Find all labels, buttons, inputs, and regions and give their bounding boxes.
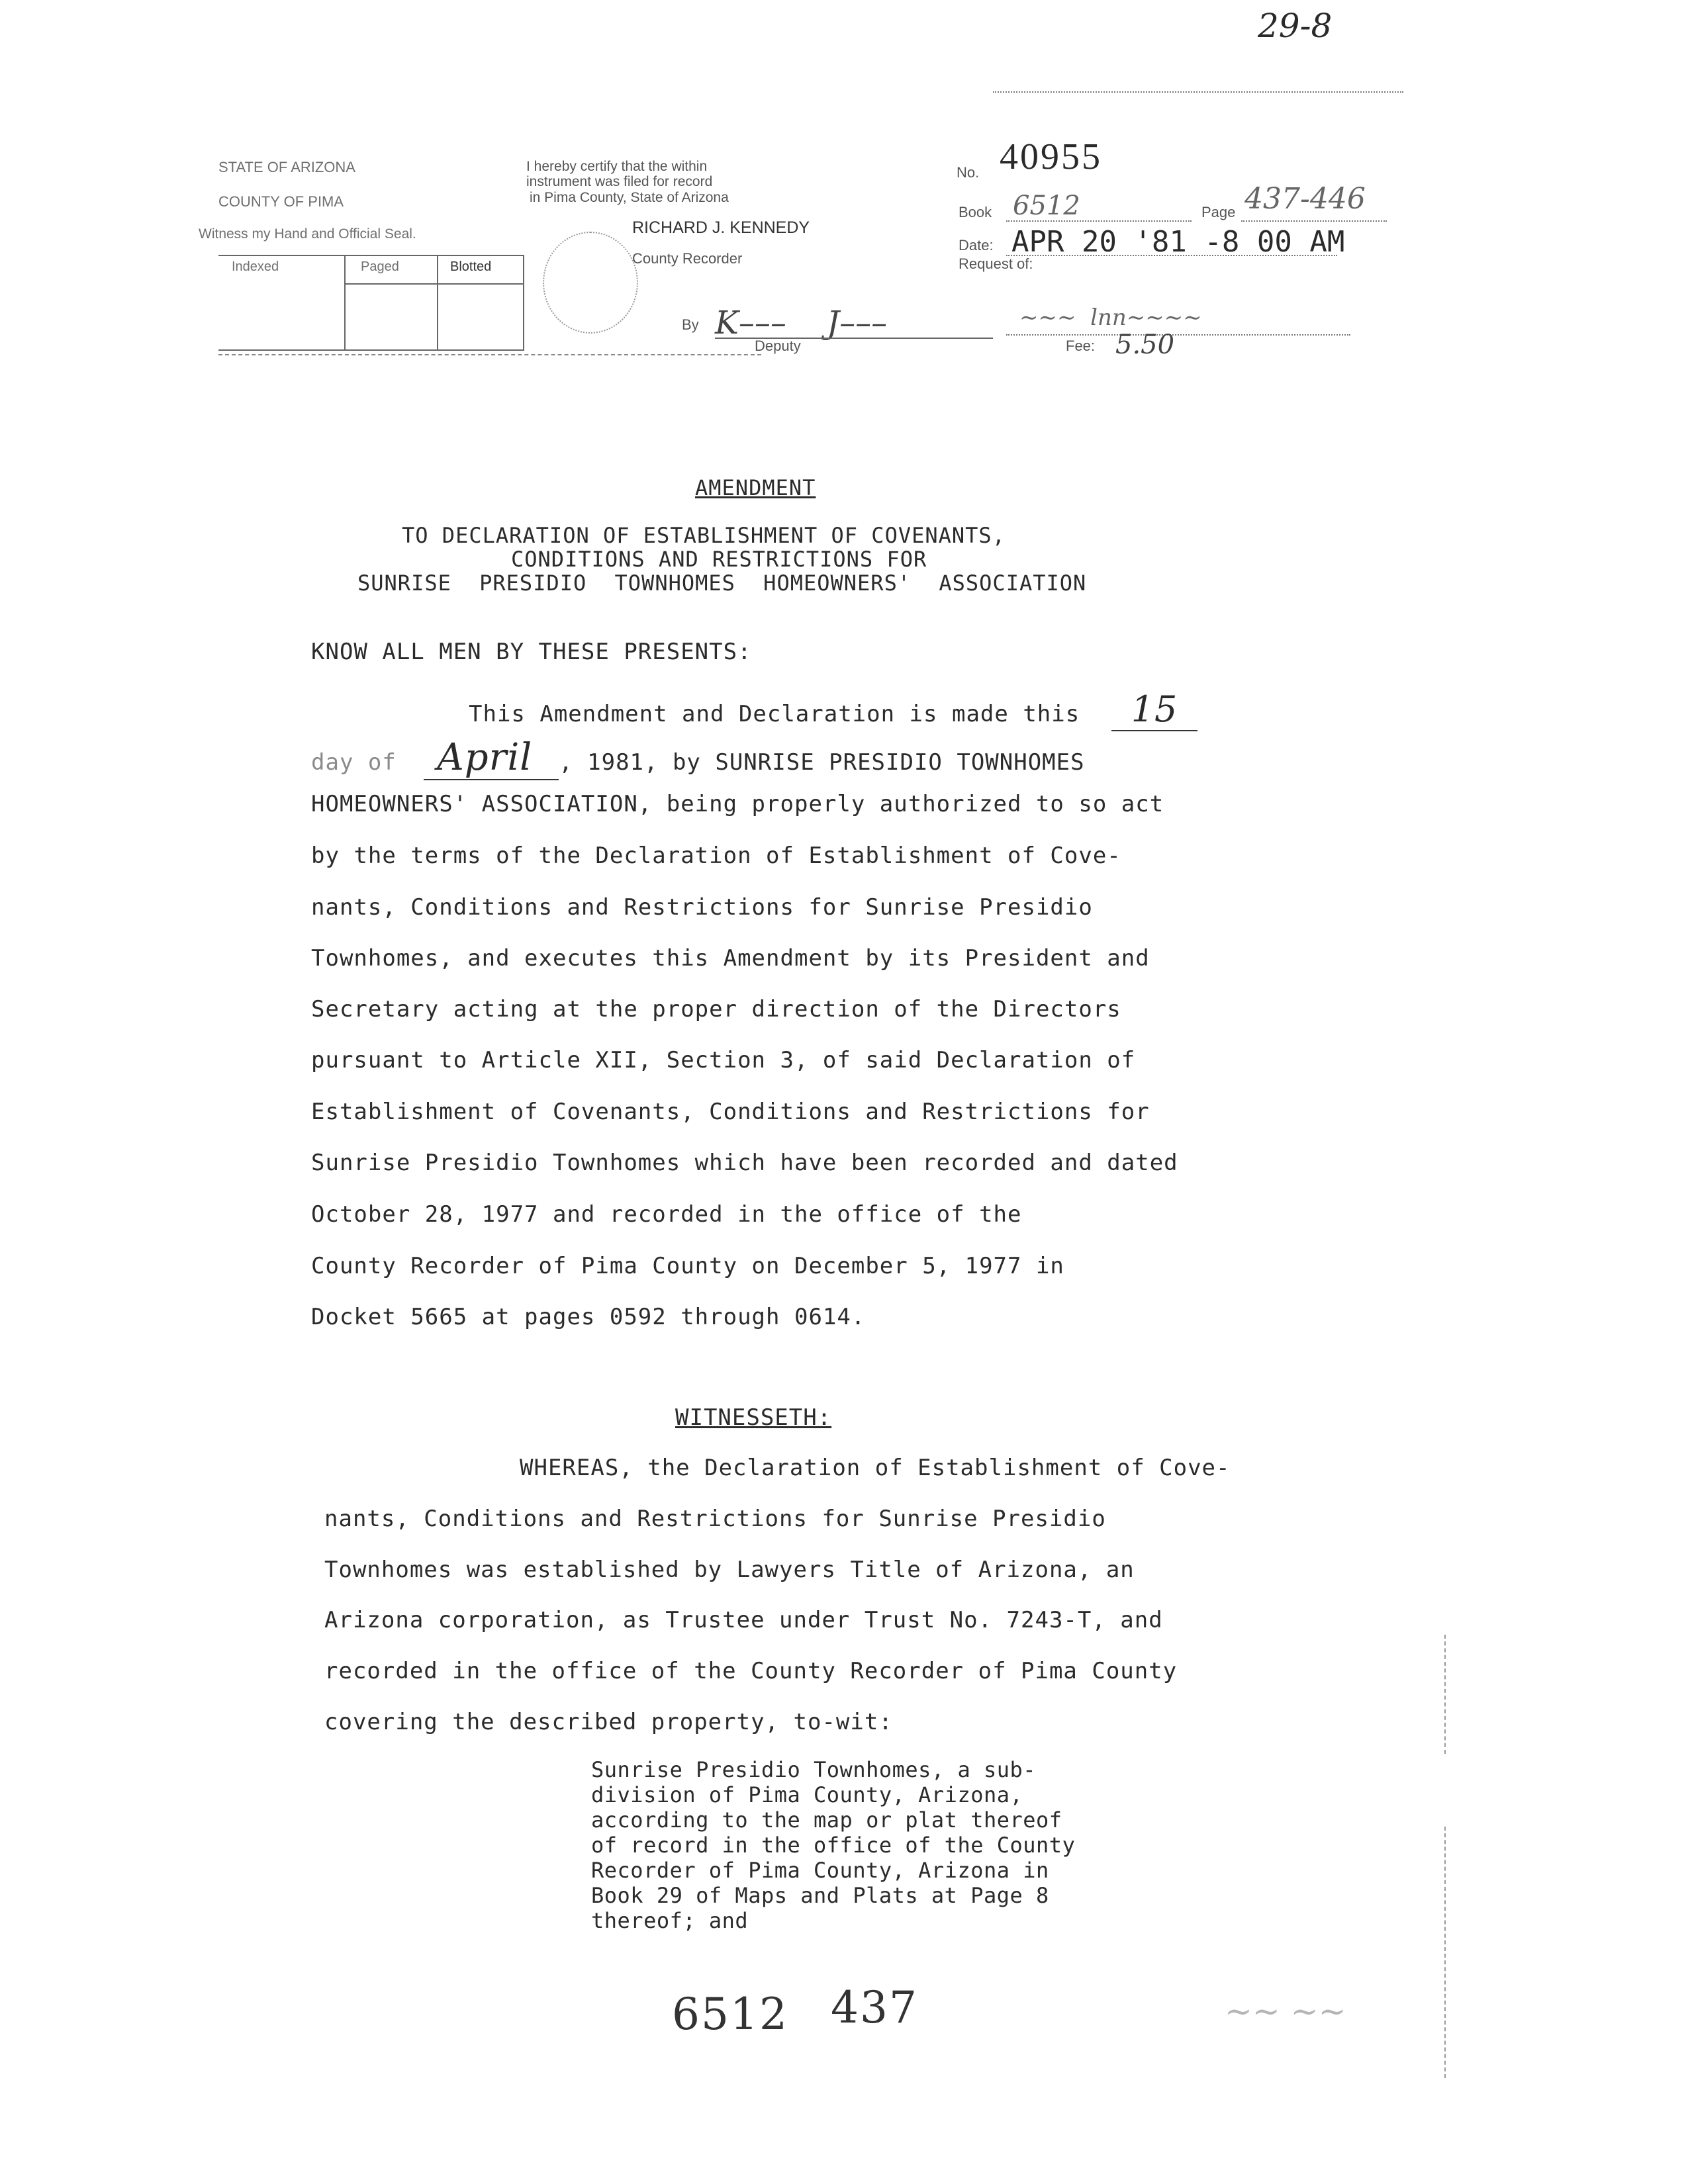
intro-body-line: Townhomes, and executes this Amendment by its President and [311, 945, 1150, 972]
whereas-line: covering the described property, to-wit: [324, 1709, 893, 1735]
recorder-name: RICHARD J. KENNEDY [632, 218, 810, 237]
request-scrawl: ​∼∼∼ lnn∼∼∼∼ [1019, 304, 1202, 331]
legal-description-line: Sunrise Presidio Townhomes, a sub- [591, 1757, 1037, 1782]
witnesseth-heading: WITNESSETH: [675, 1404, 832, 1431]
deputy-label: Deputy [755, 338, 801, 354]
stamp-footer-rule [218, 354, 761, 355]
stamp-box-mid [437, 255, 438, 351]
stamp-box-top [344, 283, 523, 285]
deputy-signature: K––– J––– [715, 304, 888, 341]
stamp-box-right [523, 255, 524, 351]
legal-description-line: Recorder of Pima County, Arizona in [591, 1858, 1049, 1883]
intro-body-line: nants, Conditions and Restrictions for Sunrise Presidio [311, 894, 1093, 921]
whereas-line: recorded in the office of the County Recorder of Pima County [324, 1658, 1178, 1684]
scan-edge-mark [1444, 1827, 1446, 2078]
legal-description-line: Book 29 of Maps and Plats at Page 8 [591, 1883, 1049, 1908]
document-number: 40955 [1000, 136, 1102, 177]
intro-day: 15 [1111, 688, 1198, 731]
stamp-indexed: Indexed [232, 259, 279, 274]
corner-mark: 29-8 [1258, 7, 1333, 45]
fee-label: Fee: [1066, 338, 1096, 354]
stamp-bottom-rule [218, 349, 523, 351]
page-label: Page [1201, 204, 1236, 220]
certify-line-3: in Pima County, State of Arizona [530, 190, 729, 205]
intro-body-line: Secretary acting at the proper direction of the Directors [311, 996, 1121, 1023]
whereas-line: nants, Conditions and Restrictions for Sunrise Presidio [324, 1506, 1106, 1532]
certify-line-1: I hereby certify that the within [526, 159, 708, 174]
page-rule [1241, 220, 1387, 222]
certify-line-2: instrument was filed for record [526, 174, 713, 189]
intro-body-line: Sunrise Presidio Townhomes which have been recorded and dated [311, 1150, 1178, 1176]
fee-value: 5.50 [1115, 330, 1175, 360]
intro-text: This Amendment and Declaration is made this [469, 701, 1080, 727]
stamp-county-label: COUNTY OF PIMA [218, 193, 344, 210]
legal-description-line: according to the map or plat thereof [591, 1807, 1062, 1833]
document-heading: AMENDMENT [695, 475, 816, 500]
whereas-line: WHEREAS, the Declaration of Establishment of Cove- [520, 1455, 1231, 1481]
intro-body-line: HOMEOWNERS' ASSOCIATION, being properly authorized to so act [311, 791, 1164, 817]
footer-book-number: 6512 [672, 1989, 788, 2040]
intro-body-line: pursuant to Article XII, Section 3, of said Declaration of [311, 1047, 1136, 1073]
county-seal [543, 232, 638, 334]
book-rule [1006, 220, 1192, 222]
intro-body-line: County Recorder of Pima County on December 5, 1977 in [311, 1253, 1064, 1279]
book-value: 6512 [1013, 191, 1080, 221]
legal-description-line: division of Pima County, Arizona, [591, 1782, 1023, 1807]
title-line-1: TO DECLARATION OF ESTABLISHMENT OF COVENANTS, [402, 523, 1006, 548]
request-rule [1006, 334, 1350, 336]
intro-body-line: Establishment of Covenants, Conditions and Restrictions for [311, 1099, 1150, 1125]
whereas-line: Townhomes was established by Lawyers Title of Arizona, an [324, 1557, 1135, 1583]
stamp-blotted: Blotted [450, 259, 492, 274]
request-label: Request of: [959, 255, 1033, 272]
intro-line-1 [469, 688, 1197, 730]
footer-page-number: 437 [831, 1982, 918, 2033]
whereas-line: Arizona corporation, as Trustee under Trust No. 7243-T, and [324, 1607, 1163, 1633]
intro-year-clause: , 1981, by SUNRISE PRESIDIO TOWNHOMES [559, 749, 1085, 776]
date-label: Date: [959, 237, 994, 253]
recorder-title: County Recorder [632, 250, 743, 267]
book-label: Book [959, 204, 992, 220]
know-all-men: KNOW ALL MEN BY THESE PRESENTS: [311, 639, 752, 665]
intro-body-line: October 28, 1977 and recorded in the office of the [311, 1201, 1022, 1228]
title-line-3: SUNRISE PRESIDIO TOWNHOMES HOMEOWNERS' ASSOCIATION [357, 570, 1087, 596]
intro-line-2 [311, 736, 1085, 779]
date-rule [1006, 255, 1337, 256]
intro-body-line: by the terms of the Declaration of Establishment of Cove- [311, 842, 1121, 869]
page-value: 437-446 [1244, 182, 1366, 216]
date-value: APR 20 '81 -8 00 AM [1011, 225, 1345, 259]
stamp-box-left [344, 255, 346, 351]
no-label: No. [957, 164, 980, 181]
intro-body-line: Docket 5665 at pages 0592 through 0614. [311, 1304, 866, 1330]
stamp-state-label: STATE OF ARIZONA [218, 159, 355, 175]
legal-description-line: thereof; and [591, 1908, 749, 1933]
margin-scribble: ∼∼ ∼∼ [1225, 1992, 1346, 2030]
stamp-divider [218, 255, 523, 256]
legal-description-line: of record in the office of the County [591, 1833, 1076, 1858]
title-line-2: CONDITIONS AND RESTRICTIONS FOR [511, 547, 927, 572]
intro-day-of: day of [311, 749, 397, 776]
stamp-witness-label: Witness my Hand and Official Seal. [199, 226, 416, 242]
scan-edge-mark [1444, 1635, 1446, 1754]
intro-month: April [424, 736, 559, 780]
scan-line-top [993, 91, 1403, 93]
stamp-paged: Paged [361, 259, 399, 274]
by-label: By [682, 316, 699, 333]
